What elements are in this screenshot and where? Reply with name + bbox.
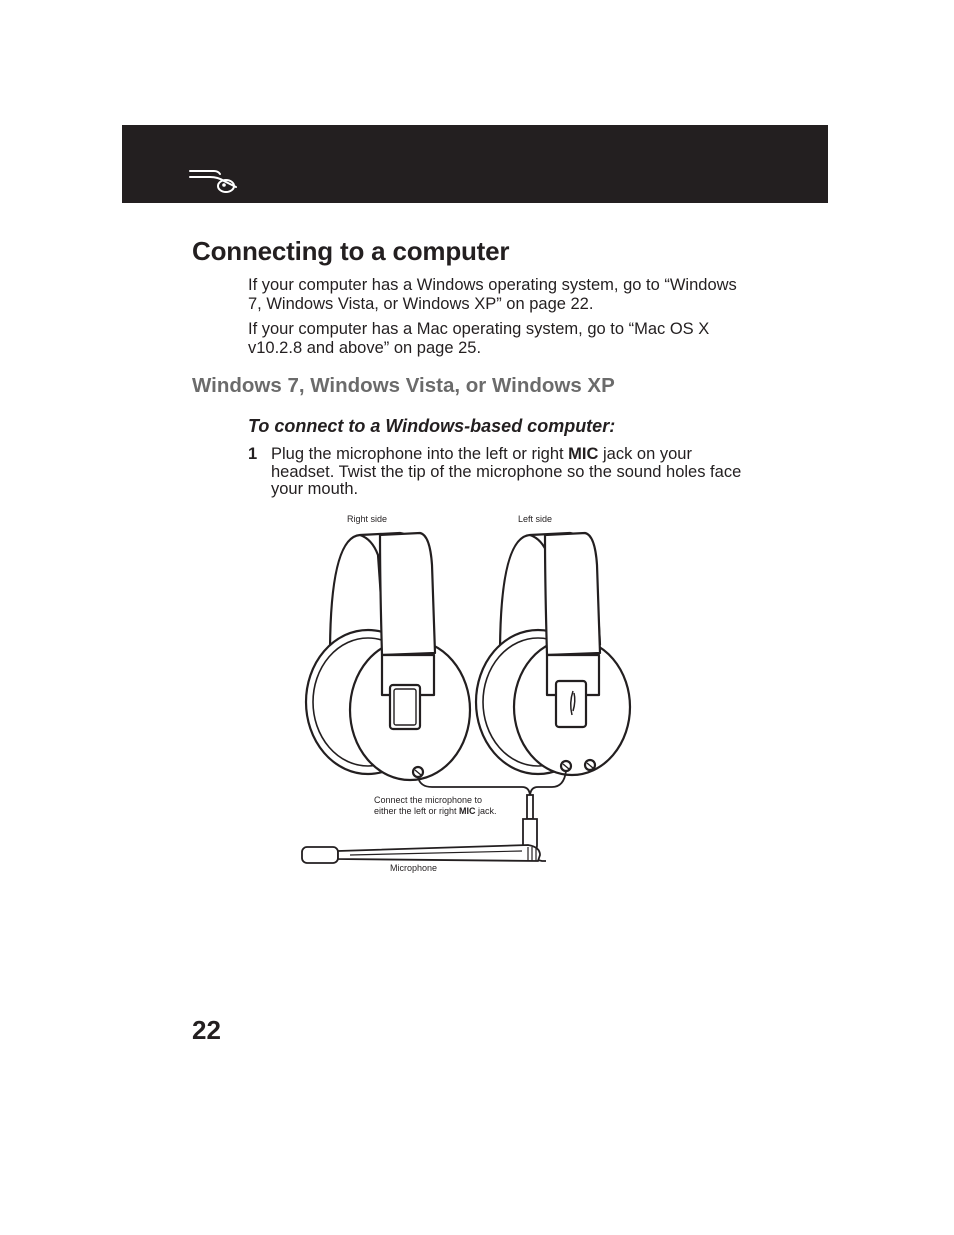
microphone-boom bbox=[302, 845, 540, 863]
procedure-heading: To connect to a Windows-based computer: bbox=[248, 416, 616, 436]
step-text bbox=[271, 446, 751, 499]
cable-lines bbox=[418, 771, 566, 797]
step-text-before: Plug the microphone into the left or right bbox=[271, 445, 569, 463]
intro-paragraph-mac: If your computer has a Mac operating system, go to “Mac OS X v10.2.8 and above” on page 25. bbox=[248, 320, 710, 357]
label-left-side: Left side bbox=[518, 514, 553, 524]
step-number: 1 bbox=[248, 445, 258, 463]
callout-line2-bold: MIC bbox=[459, 806, 476, 816]
section-heading: Windows 7, Windows Vista, or Windows XP bbox=[192, 374, 615, 397]
callout-line1: Connect the microphone to bbox=[374, 795, 483, 805]
intro-paragraph-windows: If your computer has a Windows operating system, go to “Windows 7, Windows Vista, or Windows XP” on page 22. bbox=[248, 276, 737, 313]
callout-line2 bbox=[374, 806, 497, 817]
page-title: Connecting to a computer bbox=[192, 236, 510, 266]
header-band bbox=[122, 125, 828, 203]
right-side-headset bbox=[306, 533, 470, 780]
step-text-after: jack on your headset. Twist the tip of the microphone so the sound holes face your mouth. bbox=[271, 445, 742, 498]
label-right-side: Right side bbox=[347, 514, 388, 524]
step-text-bold: MIC bbox=[568, 445, 599, 463]
callout-label bbox=[374, 795, 497, 817]
callout-line2-before: either the left or right bbox=[374, 806, 460, 816]
callout-line2-after: jack. bbox=[475, 806, 497, 816]
label-microphone: Microphone bbox=[390, 863, 438, 873]
headset-brand-icon bbox=[188, 165, 244, 195]
page-number: 22 bbox=[192, 1015, 221, 1045]
headset-illustration bbox=[290, 525, 650, 875]
left-side-headset bbox=[476, 533, 630, 775]
